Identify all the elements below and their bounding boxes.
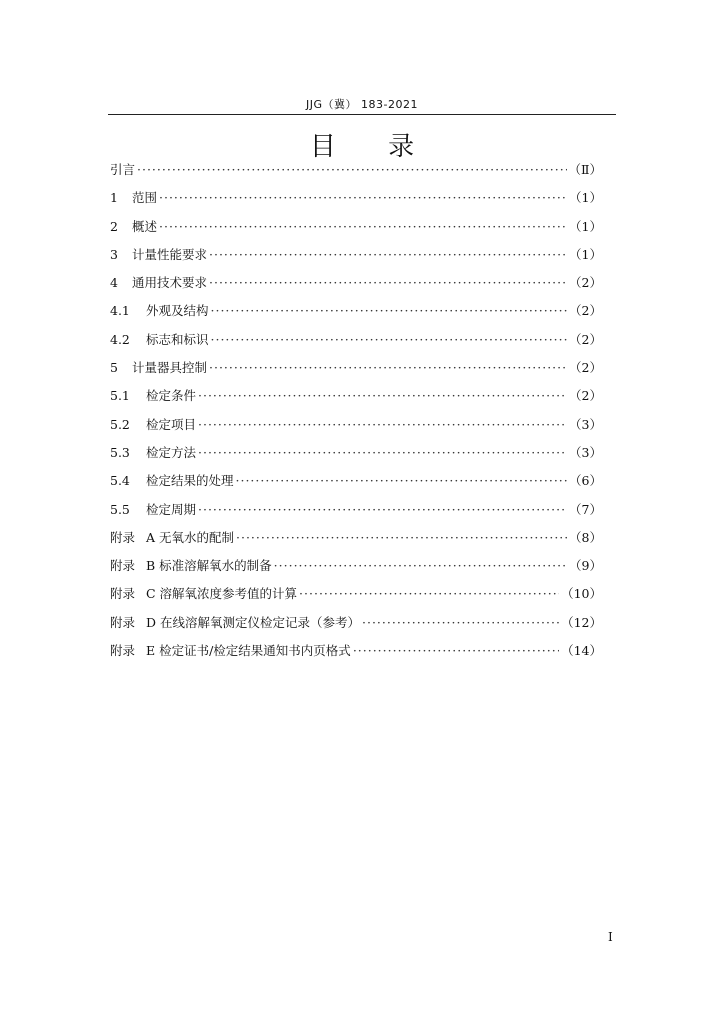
- toc-entry-label: 外观及结构: [146, 303, 209, 319]
- toc-entry[interactable]: [110, 217, 602, 245]
- toc-leader-dots: [211, 303, 568, 318]
- toc-entry-page: （2）: [569, 360, 602, 376]
- toc-entry-page: （7）: [569, 501, 602, 517]
- toc-entry-number: 附录: [110, 614, 136, 630]
- toc-entry-label: B 标准溶解氧水的制备: [146, 558, 272, 574]
- toc-leader-dots: [362, 615, 559, 630]
- toc-entry[interactable]: [110, 330, 602, 358]
- toc-entry-page: （6）: [569, 473, 602, 489]
- toc-entry-page: （12）: [561, 614, 602, 630]
- header-rule: [108, 114, 616, 115]
- toc-entry-number: 附录: [110, 643, 136, 659]
- toc-entry-label: 检定结果的处理: [146, 473, 234, 489]
- toc-leader-dots: [137, 162, 566, 177]
- toc-leader-dots: [236, 473, 568, 488]
- toc-entry-number: 5.1: [110, 388, 130, 404]
- toc-entry[interactable]: [110, 415, 602, 443]
- toc-leader-dots: [236, 530, 567, 545]
- toc-entry-number: 4: [110, 275, 118, 291]
- toc-entry-number: 1: [110, 190, 118, 206]
- toc-entry-page: （2）: [569, 303, 602, 319]
- toc-entry-label: 范围: [132, 190, 158, 206]
- toc-entry[interactable]: [110, 528, 602, 556]
- toc-entry[interactable]: [110, 160, 602, 188]
- toc-entry-number: 4.2: [110, 331, 130, 347]
- toc-entry[interactable]: [110, 386, 602, 414]
- toc-entry-label: 检定项目: [146, 416, 197, 432]
- toc-entry-label: 标志和标识: [146, 331, 209, 347]
- toc-entry-label: E 检定证书/检定结果通知书内页格式: [146, 643, 351, 659]
- document-code-header: JJG（冀） 183-2021: [306, 98, 418, 111]
- toc-leader-dots: [159, 190, 567, 205]
- toc-entry-page: （2）: [569, 388, 602, 404]
- toc-entry-page: （2）: [569, 331, 602, 347]
- toc-entry-number: 5.3: [110, 444, 130, 460]
- toc-entry-page: （8）: [569, 529, 602, 545]
- toc-leader-dots: [209, 247, 567, 262]
- toc-leader-dots: [274, 558, 567, 573]
- toc-entry-number: 5.4: [110, 473, 130, 489]
- toc-entry[interactable]: [110, 471, 602, 499]
- toc-entry-page: （3）: [569, 416, 602, 432]
- toc-entry-label: 检定方法: [146, 444, 197, 460]
- toc-entry[interactable]: [110, 584, 602, 612]
- table-of-contents: [110, 160, 602, 669]
- toc-entry-page: （Ⅱ）: [568, 162, 602, 177]
- toc-entry-label: 计量器具控制: [132, 360, 208, 376]
- toc-entry-page: （2）: [569, 275, 602, 291]
- toc-entry-page: （14）: [561, 643, 602, 659]
- toc-entry-page: （1）: [569, 218, 602, 234]
- toc-entry-label: 检定周期: [146, 501, 197, 517]
- toc-leader-dots: [209, 360, 567, 375]
- toc-leader-dots: [299, 586, 559, 601]
- toc-entry-number: 附录: [110, 558, 136, 574]
- toc-leader-dots: [198, 417, 567, 432]
- toc-entry[interactable]: [110, 641, 602, 669]
- toc-entry[interactable]: [110, 301, 602, 329]
- page-title: 目 录: [309, 132, 437, 162]
- toc-entry[interactable]: [110, 188, 602, 216]
- toc-entry-page: （9）: [569, 558, 602, 574]
- toc-entry-label: A 无氧水的配制: [146, 529, 235, 545]
- toc-entry[interactable]: [110, 556, 602, 584]
- toc-leader-dots: [198, 445, 567, 460]
- toc-entry-number: 3: [110, 246, 118, 262]
- page-number: I: [608, 930, 613, 944]
- toc-entry-page: （1）: [569, 246, 602, 262]
- toc-entry-label: C 溶解氧浓度参考值的计算: [146, 586, 298, 602]
- toc-entry-page: （3）: [569, 444, 602, 460]
- toc-entry-label: 检定条件: [146, 388, 197, 404]
- toc-leader-dots: [159, 219, 567, 234]
- toc-entry-number: 附录: [110, 529, 136, 545]
- toc-entry-number: 5: [110, 360, 118, 376]
- toc-entry-page: （1）: [569, 190, 602, 206]
- toc-leader-dots: [211, 332, 568, 347]
- toc-entry-label: 计量性能要求: [132, 246, 208, 262]
- toc-entry-label: 引言: [110, 162, 136, 177]
- toc-entry[interactable]: [110, 245, 602, 273]
- toc-entry-number: 5.5: [110, 501, 130, 517]
- toc-leader-dots: [198, 502, 567, 517]
- toc-entry-number: 附录: [110, 586, 136, 602]
- toc-entry[interactable]: [110, 613, 602, 641]
- toc-entry-label: D 在线溶解氧测定仪检定记录（参考）: [146, 614, 360, 630]
- toc-leader-dots: [209, 275, 567, 290]
- toc-entry-number: 5.2: [110, 416, 130, 432]
- toc-entry-page: （10）: [561, 586, 602, 602]
- toc-entry-number: 4.1: [110, 303, 130, 319]
- toc-entry-number: 2: [110, 218, 118, 234]
- toc-entry-label: 概述: [132, 218, 158, 234]
- toc-entry[interactable]: [110, 358, 602, 386]
- toc-leader-dots: [353, 643, 559, 658]
- toc-leader-dots: [198, 388, 567, 403]
- toc-entry[interactable]: [110, 500, 602, 528]
- toc-entry[interactable]: [110, 273, 602, 301]
- toc-entry-label: 通用技术要求: [132, 275, 208, 291]
- toc-entry[interactable]: [110, 443, 602, 471]
